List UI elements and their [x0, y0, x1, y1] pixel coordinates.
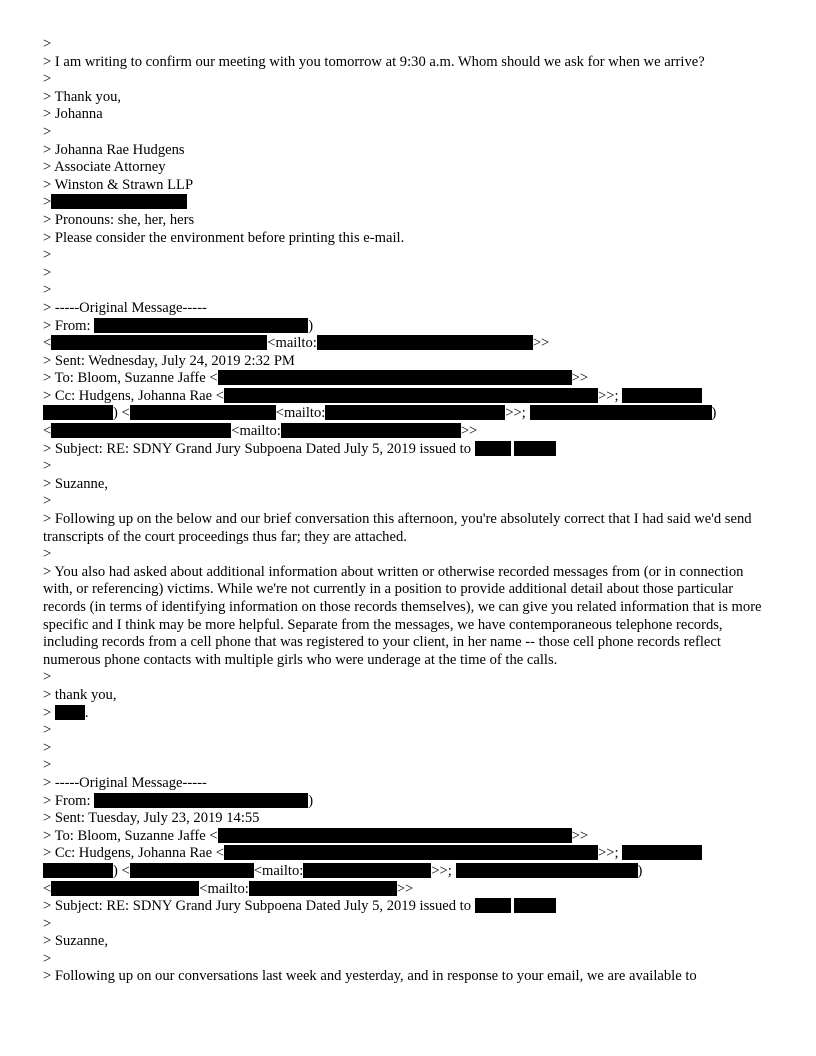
redaction-box — [530, 405, 712, 420]
redaction-box — [514, 898, 556, 913]
redaction-box — [51, 423, 231, 438]
to-line: > To: Bloom, Suzanne Jaffe < >> — [43, 370, 589, 387]
redaction-box — [218, 828, 572, 843]
cc-continued-line: < <mailto: >> — [43, 880, 414, 897]
greeting-line: > Suzanne, — [43, 933, 108, 950]
redaction-box — [94, 318, 308, 333]
redaction-box — [43, 405, 113, 420]
quote-line: > — [43, 950, 52, 967]
thank-you-line: > Thank you, — [43, 88, 122, 105]
redaction-box — [303, 863, 431, 878]
redaction-box — [249, 881, 397, 896]
signature-title: > Associate Attorney — [43, 159, 166, 176]
signoff-redacted-line: > . — [43, 704, 89, 721]
original-message-header: > -----Original Message----- — [43, 299, 207, 316]
redaction-box — [456, 863, 638, 878]
quote-line: > — [43, 739, 52, 756]
quote-line: > — [43, 757, 52, 774]
body-paragraph: > You also had asked about additional information about written or otherwise recorded messages from (or in connection with, or referencing) victims. While we're not currently in a position to provide additional detail about those particular records (in terms of identifying information on those records themselves), we can give you related information that is more specific and I think may be more helpful. Separate from the messages, we have contemporaneous telephone records, including records from a cell phone that was registered to your client, in her name -- those cell phone records reflect numerous phone contacts with multiple girls who were underage at the time of the calls. — [43, 563, 762, 668]
redaction-box — [94, 793, 308, 808]
redaction-box — [281, 423, 461, 438]
quote-line: > — [43, 282, 52, 299]
quote-line: > — [43, 669, 52, 686]
redaction-box — [51, 881, 199, 896]
redaction-box — [224, 388, 598, 403]
redaction-box — [218, 370, 572, 385]
redaction-box — [475, 898, 511, 913]
quote-line: > — [43, 458, 52, 475]
quote-line: > — [43, 493, 52, 510]
thank-you-line: > thank you, — [43, 686, 117, 703]
redaction-box — [514, 441, 556, 456]
redaction-box — [55, 705, 85, 720]
from-line: > From: ) — [43, 792, 314, 809]
subject-line: > Subject: RE: SDNY Grand Jury Subpoena Dated July 5, 2019 issued to — [43, 441, 776, 459]
redaction-box — [325, 405, 505, 420]
body-paragraph: > Following up on the below and our brief conversation this afternoon, you're absolutely correct that I had said we'd send transcripts of the court proceedings thus far; they are attached. — [43, 511, 752, 545]
cc-continued-line: ) < <mailto: >>; ) — [43, 863, 776, 881]
quote-line: > — [43, 36, 52, 52]
redaction-box — [622, 845, 702, 860]
signoff-name: > Johanna — [43, 106, 103, 123]
quote-line: > — [43, 546, 52, 563]
signature-redacted-line: > — [43, 194, 776, 212]
signature-name: > Johanna Rae Hudgens — [43, 141, 185, 158]
cc-line: > Cc: Hudgens, Johanna Rae < >>; — [43, 388, 776, 406]
redaction-box — [130, 405, 276, 420]
quote-line: > — [43, 123, 52, 140]
quote-line: > — [43, 264, 52, 281]
original-message-header: > -----Original Message----- — [43, 774, 207, 791]
cc-continued-line: ) < <mailto: >>; ) — [43, 405, 776, 423]
redaction-box — [51, 335, 267, 350]
body-paragraph: > Following up on our conversations last week and yesterday, and in response to your email, we are available to — [43, 968, 697, 985]
pronouns-line: > Pronouns: she, her, hers — [43, 211, 195, 228]
redaction-box — [130, 863, 254, 878]
redaction-box — [51, 194, 187, 209]
confirm-meeting-line: > I am writing to confirm our meeting with you tomorrow at 9:30 a.m. Whom should we ask for when we arrive? — [43, 53, 705, 70]
greeting-line: > Suzanne, — [43, 475, 108, 492]
sent-line: > Sent: Tuesday, July 23, 2019 14:55 — [43, 810, 260, 827]
cc-continued-line: < <mailto: >> — [43, 423, 478, 440]
quote-line: > — [43, 722, 52, 739]
redaction-box — [43, 863, 113, 878]
redaction-box — [475, 441, 511, 456]
signature-firm: > Winston & Strawn LLP — [43, 176, 194, 193]
subject-line: > Subject: RE: SDNY Grand Jury Subpoena Dated July 5, 2019 issued to — [43, 898, 776, 916]
quote-line: > — [43, 247, 52, 264]
sent-line: > Sent: Wednesday, July 24, 2019 2:32 PM — [43, 352, 295, 369]
cc-line: > Cc: Hudgens, Johanna Rae < >>; — [43, 845, 776, 863]
quote-line: > — [43, 915, 52, 932]
redaction-box — [317, 335, 533, 350]
environment-line: > Please consider the environment before printing this e-mail. — [43, 229, 405, 246]
redaction-box — [622, 388, 702, 403]
to-line: > To: Bloom, Suzanne Jaffe < >> — [43, 827, 589, 844]
redaction-box — [224, 845, 598, 860]
from-address-line: < <mailto: >> — [43, 335, 550, 352]
from-line: > From: ) — [43, 317, 314, 334]
quote-line: > — [43, 71, 52, 88]
